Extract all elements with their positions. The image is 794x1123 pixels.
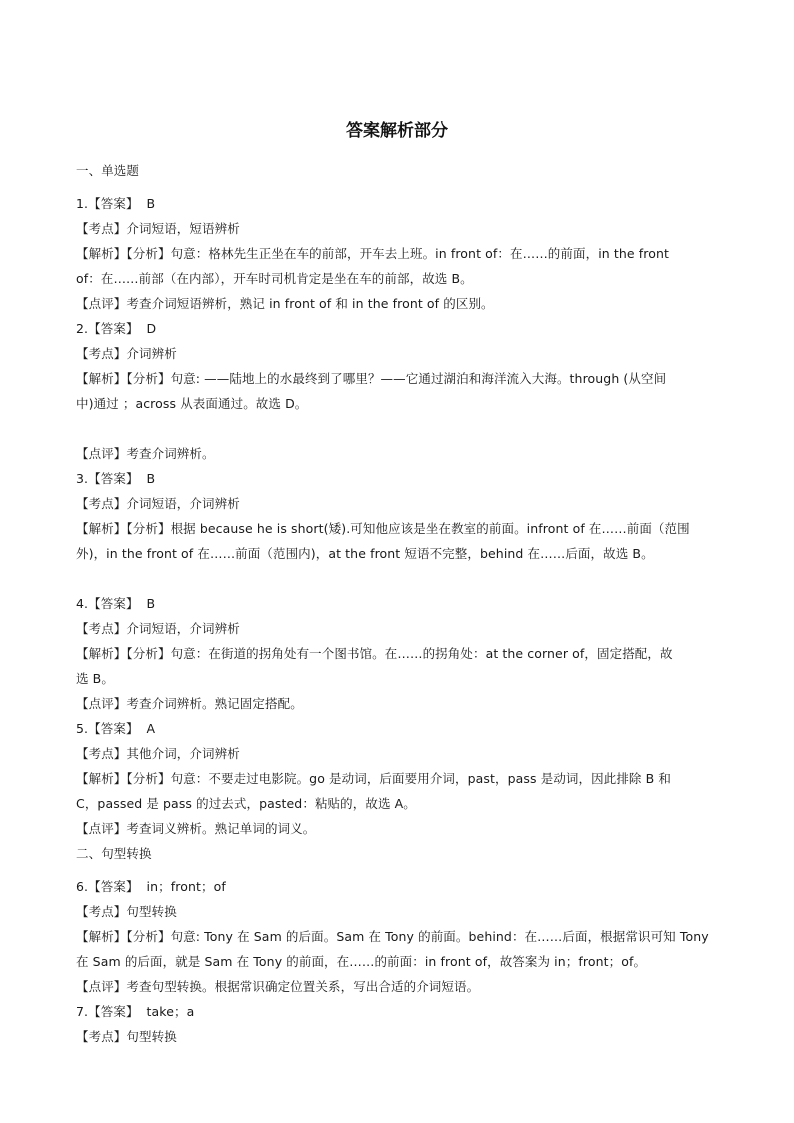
- q1-analysis-line: 【解析】【分析】句意：格林先生正坐在车的前部，开车去上班。in front of：在……的前面，in the front: [76, 246, 669, 261]
- q2-analysis-line: 【解析】【分析】句意: ——陆地上的水最终到了哪里？——它通过湖泊和海洋流入大海。through (从空间: [76, 371, 667, 386]
- q3-point-line: 【考点】介词短语，介词辨析: [76, 496, 240, 511]
- q6-analysis-line-2: 在 Sam 的后面，就是 Sam 在 Tony 的前面，在……的前面：in front of，故答案为 in；front；of。: [76, 954, 647, 969]
- q5-point-line: 【考点】其他介词，介词辨析: [76, 746, 240, 761]
- q1-answer-line: 1.【答案】 B: [76, 196, 156, 211]
- q3-analysis-line-2: 外)，in the front of 在……前面（范围内)，at the front 短语不完整，behind 在……后面，故选 B。: [76, 546, 654, 561]
- q4-analysis-line-2: 选 B。: [76, 671, 114, 686]
- q6-point-line: 【考点】句型转换: [76, 904, 177, 919]
- q1-comment-line: 【点评】考查介词短语辨析，熟记 in front of 和 in the front of 的区别。: [76, 296, 494, 311]
- q7-answer-line: 7.【答案】 take；a: [76, 1004, 195, 1019]
- q1-answer: B: [146, 196, 156, 211]
- q3-analysis-line: 【解析】【分析】根据 because he is short(矮).可知他应该是坐在教室的前面。infront of 在……前面（范围: [76, 521, 690, 536]
- q4-answer: B: [146, 596, 156, 611]
- q2-answer: D: [146, 321, 157, 336]
- q3-answer: B: [146, 471, 156, 486]
- q7-answer: take；a: [146, 1004, 195, 1019]
- q4-point-line: 【考点】介词短语，介词辨析: [76, 621, 240, 636]
- section-heading-single-choice: 一、单选题: [76, 163, 140, 178]
- q4-answer-line: 4.【答案】 B: [76, 596, 156, 611]
- q6-comment-line: 【点评】考查句型转换。根据常识确定位置关系，写出合适的介词短语。: [76, 979, 480, 994]
- q5-answer-line: 5.【答案】 A: [76, 721, 156, 736]
- q2-answer-line: 2.【答案】 D: [76, 321, 157, 336]
- q4-comment-line: 【点评】考查介词辨析。熟记固定搭配。: [76, 696, 303, 711]
- q6-analysis-line: 【解析】【分析】句意: Tony 在 Sam 的后面。Sam 在 Tony 的前面。behind：在……后面，根据常识可知 Tony: [76, 929, 709, 944]
- section-heading-sentence-transform: 二、句型转换: [76, 846, 152, 861]
- q5-comment-line: 【点评】考查词义辨析。熟记单词的词义。: [76, 821, 316, 836]
- q4-analysis-line: 【解析】【分析】句意：在街道的拐角处有一个图书馆。在……的拐角处：at the corner of，固定搭配，故: [76, 646, 673, 661]
- q2-point-line: 【考点】介词辨析: [76, 346, 177, 361]
- q7-point-line: 【考点】句型转换: [76, 1029, 177, 1044]
- q5-answer: A: [146, 721, 156, 736]
- q1-analysis-line-2: of：在……前部（在内部），开车时司机肯定是坐在车的前部，故选 B。: [76, 271, 473, 286]
- q5-analysis-line-2: C，passed 是 pass 的过去式，pasted：粘贴的，故选 A。: [76, 796, 416, 811]
- q2-analysis-line-2: 中)通过 ；across 从表面通过。故选 D。: [76, 396, 308, 411]
- page-title: 答案解析部分: [346, 121, 448, 141]
- q6-answer: in；front；of: [146, 879, 226, 894]
- q6-answer-line: 6.【答案】 in；front；of: [76, 879, 226, 894]
- q3-answer-line: 3.【答案】 B: [76, 471, 156, 486]
- q5-analysis-line: 【解析】【分析】句意：不要走过电影院。go 是动词，后面要用介词，past，pass 是动词，因此排除 B 和: [76, 771, 671, 786]
- q1-point-line: 【考点】介词短语，短语辨析: [76, 221, 240, 236]
- q2-comment-line: 【点评】考查介词辨析。: [76, 446, 215, 461]
